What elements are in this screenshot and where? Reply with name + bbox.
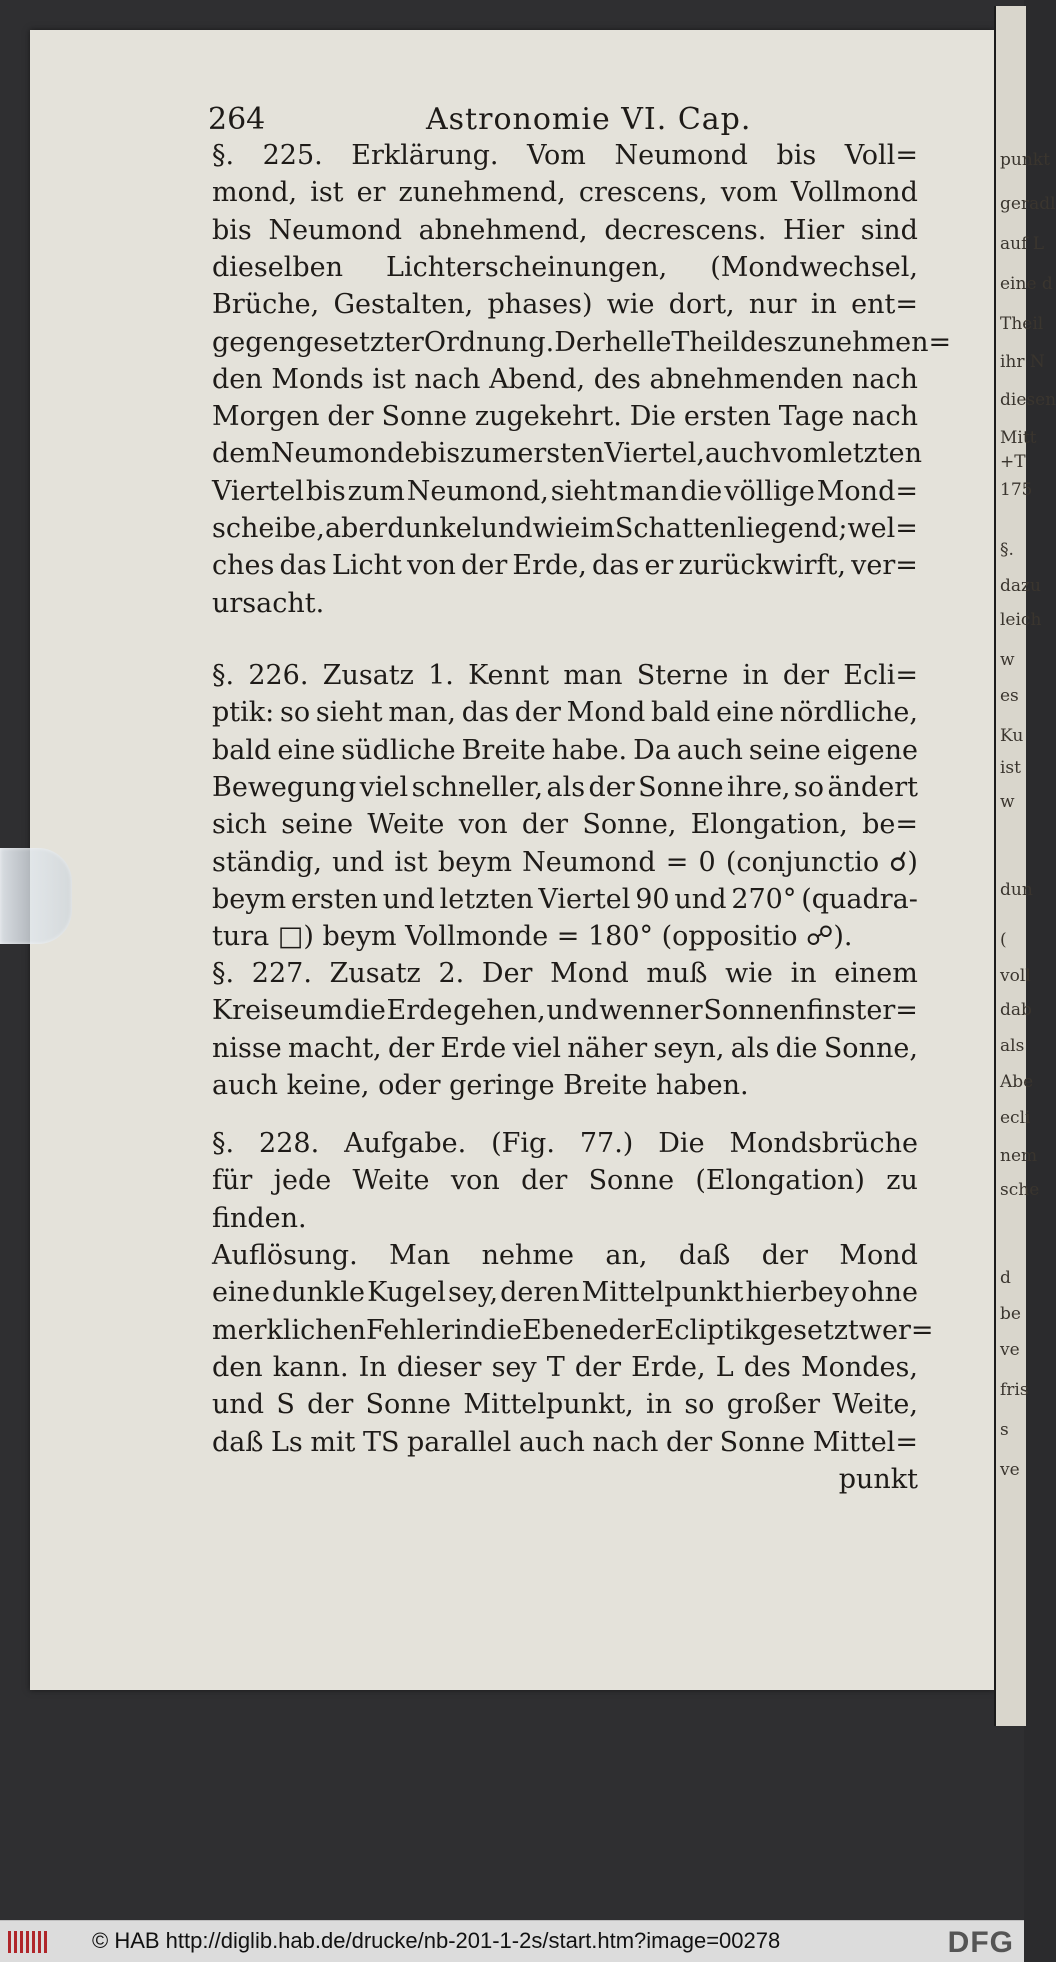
dfg-logo: DFG xyxy=(947,1926,1014,1959)
text-line: ches das Licht von der Erde, das er zurückwirft, ver= xyxy=(212,550,918,582)
facing-page-fragment: auf L xyxy=(1000,234,1045,254)
facing-page-fragment: eine d xyxy=(1000,274,1053,294)
facing-page-fragment: Theil xyxy=(1000,314,1044,334)
text-line: bis Neumond abnehmend, decrescens. Hier sind xyxy=(212,214,918,246)
text-line: daß Ls mit TS parallel auch nach der Sonne Mittel= xyxy=(212,1426,918,1458)
page-number: 264 xyxy=(208,102,266,137)
text-line: Auflösung. Man nehme an, daß der Mond xyxy=(212,1240,918,1271)
text-line: nisse macht, der Erde viel näher seyn, als die Sonne, xyxy=(212,1032,918,1064)
facing-page-fragment: punkt xyxy=(1000,150,1050,170)
facing-page-fragment: ve xyxy=(1000,1340,1020,1360)
text-line: und S der Sonne Mittelpunkt, in so großer Weite, xyxy=(212,1389,918,1421)
facing-page-fragment: +T xyxy=(1000,452,1026,472)
text-line: §. 227. Zusatz 2. Der Mond muß wie in einem xyxy=(212,958,918,989)
facing-page-fragment: s xyxy=(1000,1420,1009,1440)
text-line: Bewegung viel schneller, als der Sonne ihre, so ändert xyxy=(212,771,918,803)
facing-page-fragment: ihr N xyxy=(1000,352,1045,372)
facing-page-fragment: als xyxy=(1000,1036,1025,1056)
text-line: bald eine südliche Breite habe. Da auch seine eigene xyxy=(212,734,918,766)
facing-page-fragment: fris xyxy=(1000,1380,1029,1400)
text-line: mond, ist er zunehmend, crescens, vom Vollmond xyxy=(212,177,918,209)
facing-page-fragment: w xyxy=(1000,650,1015,670)
running-head: Astronomie VI. Cap. xyxy=(426,102,752,137)
facing-page-fragment: d xyxy=(1000,1268,1011,1288)
library-logo-icon xyxy=(8,1929,48,1955)
text-line: beym ersten und letzten Viertel 90 und 270° (quadra- xyxy=(212,883,918,915)
text-line: für jede Weite von der Sonne (Elongation) zu xyxy=(212,1165,918,1197)
facing-page-fragment: Ku xyxy=(1000,726,1024,746)
text-line: Brüche, Gestalten, phases) wie dort, nur in ent= xyxy=(212,289,918,321)
page-clip xyxy=(0,848,72,944)
footer-credit-link[interactable]: © HAB http://diglib.hab.de/drucke/nb-201-1-2s/start.htm?image=00278 xyxy=(92,1928,781,1953)
footer-bar xyxy=(0,1920,1024,1962)
text-line: merklichen Fehler in die Ebene der Ecliptik gesetzt wer= xyxy=(212,1314,934,1346)
text-line: gegengesetzter Ordnung. Der helle Theil des zunehmen= xyxy=(212,326,952,358)
facing-page-fragment: Abe xyxy=(1000,1072,1034,1092)
facing-page-fragment: es xyxy=(1000,686,1019,706)
facing-page-fragment: ecli xyxy=(1000,1108,1031,1128)
text-line: §. 226. Zusatz 1. Kennt man Sterne in der Ecli= xyxy=(212,660,918,691)
facing-page-fragment: ist xyxy=(1000,758,1021,778)
text-line: §. 225. Erklärung. Vom Neumond bis Voll= xyxy=(212,140,918,171)
facing-page-fragment: dab xyxy=(1000,1000,1032,1020)
facing-page-fragment: ( xyxy=(1000,930,1007,950)
text-line: Viertel bis zum Neumond, sieht man die völlige Mond= xyxy=(212,475,918,507)
adjacent-page-edge xyxy=(994,6,1056,1726)
text-line: Kreise um die Erde gehen, und wenn er Sonnenfinster= xyxy=(212,995,918,1027)
text-line: scheibe, aber dunkel und wie im Schatten liegend; wel= xyxy=(212,513,918,544)
text-line: ursacht. xyxy=(212,587,325,619)
facing-page-fragment: sche xyxy=(1000,1180,1040,1200)
text-line: eine dunkle Kugel sey, deren Mittelpunkt hierbey ohne xyxy=(212,1277,918,1309)
text-line: dem Neumonde bis zum ersten Viertel, auch vom letzten xyxy=(212,438,922,470)
facing-page-fragment: dun xyxy=(1000,880,1033,900)
text-line: dieselben Lichterscheinungen, (Mondwechsel, xyxy=(212,251,918,283)
facing-page-fragment: voll xyxy=(1000,966,1031,986)
facing-page-fragment: Mitt xyxy=(1000,428,1037,448)
text-line: Morgen der Sonne zugekehrt. Die ersten Tage nach xyxy=(212,401,918,433)
text-line: den kann. In dieser sey T der Erde, L des Mondes, xyxy=(212,1351,918,1383)
text-line: tura □) beym Vollmonde = 180° (oppositio ☍). xyxy=(212,921,853,953)
facing-page-fragment: dazu xyxy=(1000,576,1041,596)
facing-page-fragment: w xyxy=(1000,792,1015,812)
facing-page-fragment: be xyxy=(1000,1304,1021,1324)
facing-page-fragment: §. xyxy=(1000,540,1014,560)
page-header xyxy=(208,102,918,142)
facing-page-fragment: nem xyxy=(1000,1146,1038,1166)
text-line: ständig, und ist beym Neumond = 0 (conjunctio ☌) xyxy=(212,846,918,878)
text-line: finden. xyxy=(212,1202,307,1234)
facing-page-fragment: diesen xyxy=(1000,390,1056,410)
text-line: den Monds ist nach Abend, des abnehmenden nach xyxy=(212,363,918,395)
facing-page-fragment: 175 xyxy=(1000,480,1033,500)
text-line: sich seine Weite von der Sonne, Elongation, be= xyxy=(212,809,918,841)
facing-page-fragment: leich xyxy=(1000,610,1042,630)
text-line: ptik: so sieht man, das der Mond bald eine nördliche, xyxy=(212,697,918,729)
catchword: punkt xyxy=(838,1463,918,1495)
facing-page-fragment: ve xyxy=(1000,1460,1020,1480)
text-line: auch keine, oder geringe Breite haben. xyxy=(212,1069,749,1101)
text-line: §. 228. Aufgabe. (Fig. 77.) Die Mondsbrüche xyxy=(212,1128,918,1159)
facing-page-fragment: geradl xyxy=(1000,194,1056,214)
